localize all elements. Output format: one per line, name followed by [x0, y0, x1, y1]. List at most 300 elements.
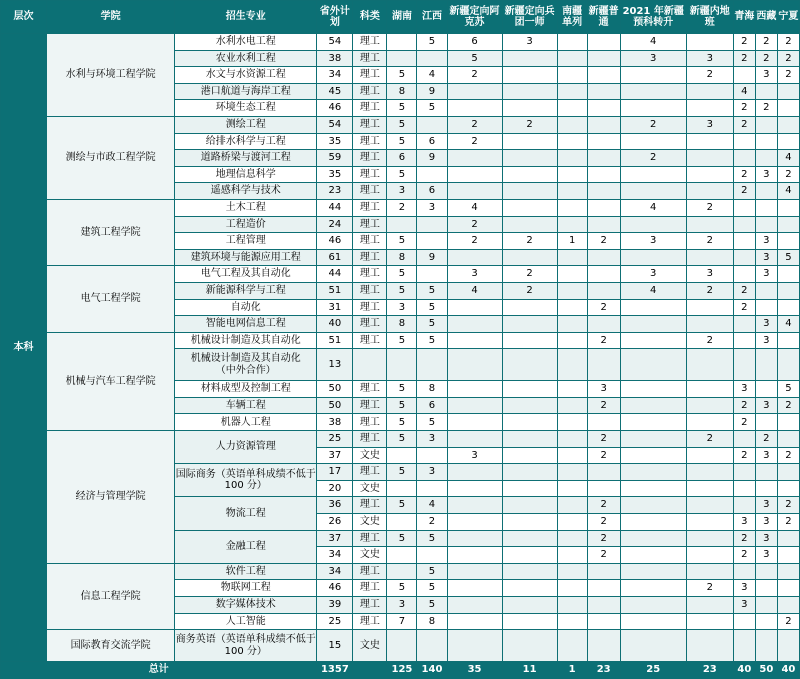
quota-cell [733, 199, 755, 216]
quota-cell: 3 [620, 50, 686, 67]
quota-cell: 2 [686, 282, 733, 299]
quota-cell: 5 [387, 381, 417, 398]
quota-cell [733, 349, 755, 381]
column-header: 宁夏 [777, 1, 799, 34]
quota-cell [620, 431, 686, 448]
quota-cell [557, 150, 587, 167]
category-cell: 理工 [353, 563, 387, 580]
quota-cell [502, 447, 557, 464]
category-cell: 文史 [353, 514, 387, 531]
major-cell: 土木工程 [175, 199, 317, 216]
quota-cell [733, 630, 755, 662]
quota-cell: 4 [777, 183, 799, 200]
quota-cell [502, 547, 557, 564]
quota-cell: 3 [733, 381, 755, 398]
quota-cell [686, 150, 733, 167]
plan-cell: 23 [317, 183, 353, 200]
quota-cell [620, 249, 686, 266]
major-cell: 遥感科学与技术 [175, 183, 317, 200]
quota-cell: 5 [417, 597, 447, 614]
quota-cell [447, 613, 502, 630]
category-cell: 理工 [353, 332, 387, 349]
major-cell: 工程管理 [175, 233, 317, 250]
quota-cell [733, 150, 755, 167]
total-row [1, 662, 800, 679]
quota-cell [502, 316, 557, 333]
quota-cell: 1 [557, 233, 587, 250]
quota-cell [755, 613, 777, 630]
quota-cell [387, 349, 417, 381]
quota-cell [387, 480, 417, 497]
college-cell: 水利与环境工程学院 [47, 34, 175, 117]
quota-cell [620, 332, 686, 349]
quota-cell [447, 166, 502, 183]
plan-cell: 50 [317, 381, 353, 398]
quota-cell [417, 480, 447, 497]
total-label: 总计 [1, 662, 317, 679]
category-cell: 理工 [353, 613, 387, 630]
quota-cell [755, 464, 777, 481]
quota-cell [502, 613, 557, 630]
plan-cell: 45 [317, 83, 353, 100]
quota-cell [557, 480, 587, 497]
quota-cell [387, 547, 417, 564]
quota-cell [387, 447, 417, 464]
quota-cell [777, 414, 799, 431]
quota-cell [557, 530, 587, 547]
quota-cell: 2 [587, 299, 620, 316]
quota-cell: 5 [417, 34, 447, 51]
quota-cell: 2 [686, 332, 733, 349]
major-cell: 机械设计制造及其自动化 （中外合作） [175, 349, 317, 381]
major-cell: 商务英语（英语单科成绩不低于 100 分） [175, 630, 317, 662]
quota-cell [620, 497, 686, 514]
major-cell: 国际商务（英语单科成绩不低于 100 分） [175, 464, 317, 497]
major-cell: 给排水科学与工程 [175, 133, 317, 150]
column-header: 南疆单列 [557, 1, 587, 34]
column-header: 新疆普通 [587, 1, 620, 34]
quota-cell [686, 100, 733, 117]
column-header: 新疆定向兵团一师 [502, 1, 557, 34]
quota-cell [777, 431, 799, 448]
category-cell: 理工 [353, 597, 387, 614]
quota-cell: 2 [686, 431, 733, 448]
quota-cell [502, 480, 557, 497]
quota-cell: 5 [387, 580, 417, 597]
quota-cell: 4 [447, 199, 502, 216]
quota-cell: 3 [686, 50, 733, 67]
plan-cell: 61 [317, 249, 353, 266]
quota-cell [557, 100, 587, 117]
quota-cell [733, 497, 755, 514]
quota-cell [755, 83, 777, 100]
college-cell: 建筑工程学院 [47, 199, 175, 265]
quota-cell: 3 [686, 116, 733, 133]
column-header: 青海 [733, 1, 755, 34]
quota-cell [387, 216, 417, 233]
quota-cell: 4 [777, 316, 799, 333]
quota-cell [686, 563, 733, 580]
quota-cell [447, 397, 502, 414]
category-cell: 理工 [353, 216, 387, 233]
quota-cell: 4 [620, 34, 686, 51]
quota-cell: 3 [755, 166, 777, 183]
quota-cell [502, 630, 557, 662]
quota-cell [557, 332, 587, 349]
quota-cell: 2 [447, 67, 502, 84]
college-cell: 机械与汽车工程学院 [47, 332, 175, 430]
quota-cell [686, 414, 733, 431]
quota-cell [447, 563, 502, 580]
category-cell: 理工 [353, 414, 387, 431]
plan-cell: 17 [317, 464, 353, 481]
total-cell: 1 [557, 662, 587, 679]
table-row [1, 332, 800, 349]
quota-cell [620, 464, 686, 481]
quota-cell [755, 133, 777, 150]
quota-cell [502, 133, 557, 150]
table-row [1, 199, 800, 216]
total-cell: 25 [620, 662, 686, 679]
major-cell: 农业水利工程 [175, 50, 317, 67]
quota-cell [587, 282, 620, 299]
quota-cell [733, 233, 755, 250]
quota-cell [557, 431, 587, 448]
quota-cell: 5 [417, 299, 447, 316]
category-cell: 理工 [353, 50, 387, 67]
quota-cell [686, 630, 733, 662]
quota-cell: 5 [417, 316, 447, 333]
quota-cell: 3 [387, 299, 417, 316]
quota-cell [777, 597, 799, 614]
quota-cell [620, 100, 686, 117]
quota-cell [620, 480, 686, 497]
plan-cell: 46 [317, 100, 353, 117]
quota-cell: 2 [733, 100, 755, 117]
quota-cell [686, 547, 733, 564]
quota-cell: 5 [417, 530, 447, 547]
major-cell: 水利水电工程 [175, 34, 317, 51]
quota-cell [587, 150, 620, 167]
quota-cell [755, 580, 777, 597]
quota-cell: 2 [777, 67, 799, 84]
quota-cell [587, 580, 620, 597]
quota-cell [755, 282, 777, 299]
quota-cell [733, 480, 755, 497]
quota-cell [755, 480, 777, 497]
major-cell: 水文与水资源工程 [175, 67, 317, 84]
quota-cell [417, 547, 447, 564]
quota-cell [777, 580, 799, 597]
quota-cell: 3 [733, 597, 755, 614]
table-row [1, 563, 800, 580]
category-cell: 文史 [353, 480, 387, 497]
plan-cell: 44 [317, 199, 353, 216]
quota-cell [777, 266, 799, 283]
category-cell: 理工 [353, 464, 387, 481]
quota-cell [557, 597, 587, 614]
quota-cell [447, 381, 502, 398]
quota-cell: 2 [777, 34, 799, 51]
quota-cell [502, 50, 557, 67]
quota-cell [620, 397, 686, 414]
quota-cell [620, 216, 686, 233]
quota-cell: 2 [502, 282, 557, 299]
quota-cell: 5 [417, 332, 447, 349]
quota-cell [755, 414, 777, 431]
column-header: 西藏 [755, 1, 777, 34]
quota-cell: 3 [733, 514, 755, 531]
category-cell: 理工 [353, 530, 387, 547]
quota-cell: 2 [686, 67, 733, 84]
quota-cell [557, 497, 587, 514]
quota-cell [620, 83, 686, 100]
quota-cell: 9 [417, 83, 447, 100]
quota-cell: 4 [620, 282, 686, 299]
category-cell: 理工 [353, 100, 387, 117]
major-cell: 人工智能 [175, 613, 317, 630]
quota-cell [777, 547, 799, 564]
quota-cell [557, 50, 587, 67]
quota-cell: 5 [387, 282, 417, 299]
quota-cell: 5 [387, 266, 417, 283]
major-cell: 测绘工程 [175, 116, 317, 133]
category-cell: 文史 [353, 447, 387, 464]
quota-cell [587, 133, 620, 150]
category-cell: 文史 [353, 547, 387, 564]
quota-cell [587, 166, 620, 183]
quota-cell [587, 630, 620, 662]
quota-cell [447, 299, 502, 316]
quota-cell: 4 [417, 67, 447, 84]
total-cell: 50 [755, 662, 777, 679]
quota-cell: 2 [620, 116, 686, 133]
plan-cell: 34 [317, 67, 353, 84]
category-cell: 理工 [353, 282, 387, 299]
quota-cell [502, 349, 557, 381]
quota-cell [557, 580, 587, 597]
quota-cell: 5 [777, 381, 799, 398]
quota-cell [587, 67, 620, 84]
quota-cell [557, 266, 587, 283]
quota-cell [587, 216, 620, 233]
quota-cell [686, 497, 733, 514]
quota-cell [417, 233, 447, 250]
quota-cell [620, 563, 686, 580]
quota-cell: 3 [417, 199, 447, 216]
quota-cell: 4 [620, 199, 686, 216]
quota-cell [620, 133, 686, 150]
quota-cell [417, 116, 447, 133]
column-header: 省外计划 [317, 1, 353, 34]
quota-cell: 2 [755, 50, 777, 67]
table-row [1, 431, 800, 448]
quota-cell: 5 [387, 431, 417, 448]
category-cell: 理工 [353, 233, 387, 250]
category-cell: 理工 [353, 397, 387, 414]
quota-cell [686, 216, 733, 233]
quota-cell [733, 464, 755, 481]
quota-cell [620, 580, 686, 597]
quota-cell [686, 166, 733, 183]
quota-cell: 2 [755, 34, 777, 51]
plan-cell: 44 [317, 266, 353, 283]
quota-cell [686, 316, 733, 333]
quota-cell: 5 [387, 166, 417, 183]
quota-cell [755, 299, 777, 316]
quota-cell: 3 [755, 547, 777, 564]
college-cell: 电气工程学院 [47, 266, 175, 332]
quota-cell [686, 183, 733, 200]
quota-cell: 5 [417, 282, 447, 299]
quota-cell: 2 [587, 547, 620, 564]
quota-cell: 2 [733, 50, 755, 67]
quota-cell [777, 464, 799, 481]
major-cell: 机械设计制造及其自动化 [175, 332, 317, 349]
quota-cell: 2 [733, 547, 755, 564]
quota-cell [417, 630, 447, 662]
quota-cell [587, 349, 620, 381]
quota-cell [777, 480, 799, 497]
major-cell: 金融工程 [175, 530, 317, 563]
quota-cell: 2 [733, 183, 755, 200]
quota-cell: 5 [387, 464, 417, 481]
plan-cell: 35 [317, 133, 353, 150]
quota-cell: 2 [447, 133, 502, 150]
quota-cell: 8 [387, 83, 417, 100]
quota-cell: 5 [387, 67, 417, 84]
quota-cell [447, 83, 502, 100]
quota-cell [502, 100, 557, 117]
plan-cell: 54 [317, 116, 353, 133]
quota-cell [502, 332, 557, 349]
quota-cell [755, 597, 777, 614]
quota-cell [502, 381, 557, 398]
quota-cell: 5 [387, 497, 417, 514]
quota-cell: 2 [733, 282, 755, 299]
quota-cell [755, 116, 777, 133]
quota-cell [387, 630, 417, 662]
quota-cell: 2 [733, 414, 755, 431]
total-cell: 35 [447, 662, 502, 679]
quota-cell [502, 67, 557, 84]
quota-cell: 2 [587, 397, 620, 414]
quota-cell [620, 67, 686, 84]
quota-cell: 5 [777, 249, 799, 266]
quota-cell: 3 [686, 266, 733, 283]
quota-cell [502, 397, 557, 414]
total-cell: 23 [587, 662, 620, 679]
quota-cell [447, 150, 502, 167]
major-cell: 软件工程 [175, 563, 317, 580]
quota-cell [733, 613, 755, 630]
quota-cell [755, 199, 777, 216]
quota-cell [447, 183, 502, 200]
column-header: 新疆定向阿克苏 [447, 1, 502, 34]
plan-cell: 34 [317, 547, 353, 564]
column-header: 层次 [1, 1, 47, 34]
category-cell: 理工 [353, 249, 387, 266]
quota-cell [557, 613, 587, 630]
quota-cell [387, 50, 417, 67]
quota-cell [447, 431, 502, 448]
quota-cell [587, 464, 620, 481]
quota-cell [417, 216, 447, 233]
quota-cell: 2 [387, 199, 417, 216]
quota-cell [587, 183, 620, 200]
quota-cell: 3 [417, 464, 447, 481]
quota-cell [557, 414, 587, 431]
plan-cell: 26 [317, 514, 353, 531]
quota-cell [447, 464, 502, 481]
quota-cell: 3 [733, 580, 755, 597]
quota-cell: 6 [387, 150, 417, 167]
quota-cell [557, 282, 587, 299]
quota-cell [755, 216, 777, 233]
quota-cell [557, 397, 587, 414]
quota-cell [557, 67, 587, 84]
quota-cell [447, 580, 502, 597]
column-header: 招生专业 [175, 1, 317, 34]
quota-cell [755, 381, 777, 398]
quota-cell [777, 216, 799, 233]
quota-cell: 2 [777, 166, 799, 183]
quota-cell [557, 34, 587, 51]
quota-cell: 2 [755, 100, 777, 117]
header-row [1, 1, 800, 34]
quota-cell [620, 613, 686, 630]
column-header: 新疆内地班 [686, 1, 733, 34]
plan-cell: 37 [317, 530, 353, 547]
table-row [1, 266, 800, 283]
quota-cell [587, 563, 620, 580]
category-cell: 理工 [353, 183, 387, 200]
quota-cell [587, 316, 620, 333]
quota-cell [587, 414, 620, 431]
quota-cell: 3 [755, 397, 777, 414]
quota-cell [447, 414, 502, 431]
category-cell: 理工 [353, 381, 387, 398]
quota-cell [447, 249, 502, 266]
quota-cell [447, 530, 502, 547]
quota-cell [620, 299, 686, 316]
quota-cell: 8 [417, 381, 447, 398]
quota-cell [587, 480, 620, 497]
plan-cell: 13 [317, 349, 353, 381]
quota-cell: 5 [447, 50, 502, 67]
quota-cell: 2 [587, 431, 620, 448]
quota-cell [557, 83, 587, 100]
quota-cell [777, 199, 799, 216]
quota-cell [777, 563, 799, 580]
quota-cell [417, 266, 447, 283]
plan-cell: 34 [317, 563, 353, 580]
quota-cell: 7 [387, 613, 417, 630]
plan-cell: 15 [317, 630, 353, 662]
quota-cell: 3 [755, 447, 777, 464]
quota-cell [686, 530, 733, 547]
quota-cell [777, 349, 799, 381]
quota-cell: 4 [777, 150, 799, 167]
quota-cell [686, 249, 733, 266]
column-header: 科类 [353, 1, 387, 34]
plan-cell: 35 [317, 166, 353, 183]
college-cell: 测绘与市政工程学院 [47, 116, 175, 199]
total-cell: 125 [387, 662, 417, 679]
plan-cell: 36 [317, 497, 353, 514]
quota-cell [447, 349, 502, 381]
quota-cell [620, 547, 686, 564]
